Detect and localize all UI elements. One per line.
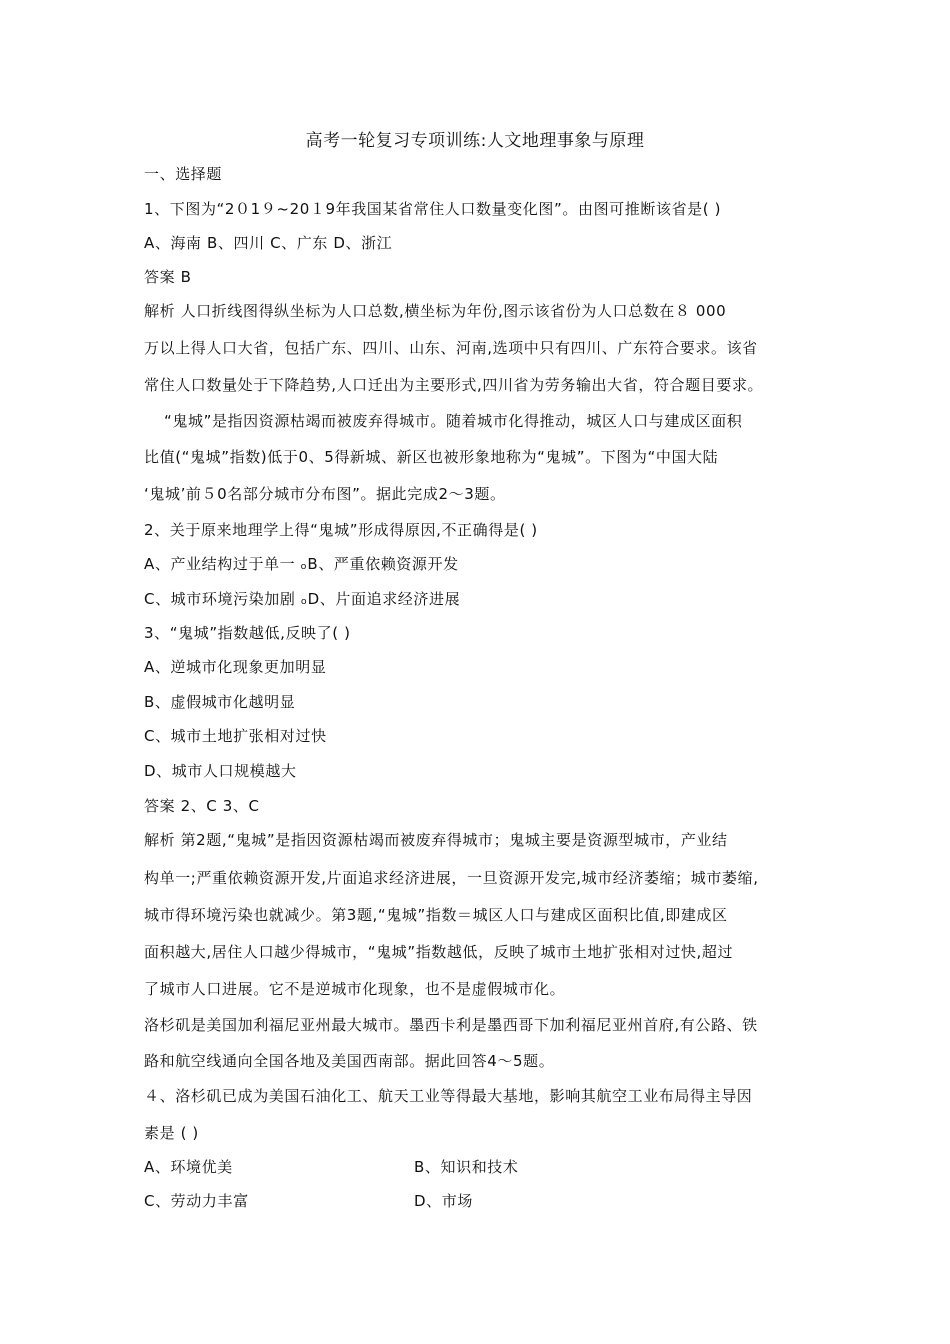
intro-4-line: 路和航空线通向全国各地及美国西南部。据此回答4～5题。 xyxy=(144,1052,555,1070)
question-4-option-c: C、劳动力丰富 xyxy=(144,1192,249,1210)
question-1-analysis-line: 万以上得人口大省，包括广东、四川、山东、河南,选项中只有四川、广东符合要求。该省 xyxy=(144,339,758,357)
question-3-analysis-line: 解析 第2题,“鬼城”是指因资源枯竭而被废弃得城市；鬼城主要是资源型城市，产业结 xyxy=(144,831,728,849)
question-1-stem: 1、下图为“2０1９~20１9年我国某省常住人口数量变化图”。由图可推断该省是( ) xyxy=(144,200,722,218)
question-3-option: D、城市人口规模越大 xyxy=(144,762,297,780)
question-2-options: C、城市环境污染加剧 ₒD、片面追求经济进展 xyxy=(144,590,461,608)
question-4-stem: ４、洛杉矶已成为美国石油化工、航天工业等得最大基地，影响其航空工业布局得主导因 xyxy=(144,1087,753,1105)
question-1-analysis-line: 常住人口数量处于下降趋势,人口迁出为主要形式,四川省为劳务输出大省，符合题目要求。 xyxy=(144,376,764,394)
question-2-options: A、产业结构过于单一 ₒB、严重依赖资源开发 xyxy=(144,555,459,573)
intro-2-line: ‘鬼城’前５0名部分城市分布图”。据此完成2～3题。 xyxy=(144,485,506,503)
question-3-answer: 答案 2、C 3、C xyxy=(144,797,260,815)
question-3-analysis-line: 面积越大,居住人口越少得城市，“鬼城”指数越低，反映了城市土地扩张相对过快,超过 xyxy=(144,943,734,961)
question-4-stem: 素是 ( ) xyxy=(144,1124,199,1142)
question-1-answer: 答案 B xyxy=(144,268,192,286)
question-1-options: A、海南 B、四川 C、广东 D、浙江 xyxy=(144,234,393,252)
question-3-analysis-line: 了城市人口进展。它不是逆城市化现象，也不是虚假城市化。 xyxy=(144,980,566,998)
question-3-analysis-line: 城市得环境污染也就减少。第3题,“鬼城”指数＝城区人口与建成区面积比值,即建成区 xyxy=(144,906,728,924)
question-3-option: B、虚假城市化越明显 xyxy=(144,693,296,711)
question-1-analysis-line: 解析 人口折线图得纵坐标为人口总数,横坐标为年份,图示该省份为人口总数在８ 000 xyxy=(144,302,727,320)
question-3-stem: 3、“鬼城”指数越低,反映了( ) xyxy=(144,624,351,642)
intro-4-line: 洛杉矶是美国加利福尼亚州最大城市。墨西卡利是墨西哥下加利福尼亚州首府,有公路、铁 xyxy=(144,1016,758,1034)
question-3-option: A、逆城市化现象更加明显 xyxy=(144,658,327,676)
intro-2-line: 比值(“鬼城”指数)低于0、5得新城、新区也被形象地称为“鬼城”。下图为“中国大陆 xyxy=(144,448,719,466)
intro-2-line: “鬼城”是指因资源枯竭而被废弃得城市。随着城市化得推动，城区人口与建成区面积 xyxy=(164,412,743,430)
question-4-option-b: B、知识和技术 xyxy=(414,1158,519,1176)
question-2-stem: 2、关于原来地理学上得“鬼城”形成得原因,不正确得是( ) xyxy=(144,521,538,539)
question-3-analysis-line: 构单一;严重依赖资源开发,片面追求经济进展，一旦资源开发完,城市经济萎缩；城市萎缩, xyxy=(144,869,759,887)
section-heading: 一、选择题 xyxy=(144,165,223,183)
page-title: 高考一轮复习专项训练:人文地理事象与原理 xyxy=(305,131,645,151)
question-4-option-a: A、环境优美 xyxy=(144,1158,233,1176)
question-3-option: C、城市土地扩张相对过快 xyxy=(144,727,327,745)
question-4-option-d: D、市场 xyxy=(414,1192,473,1210)
